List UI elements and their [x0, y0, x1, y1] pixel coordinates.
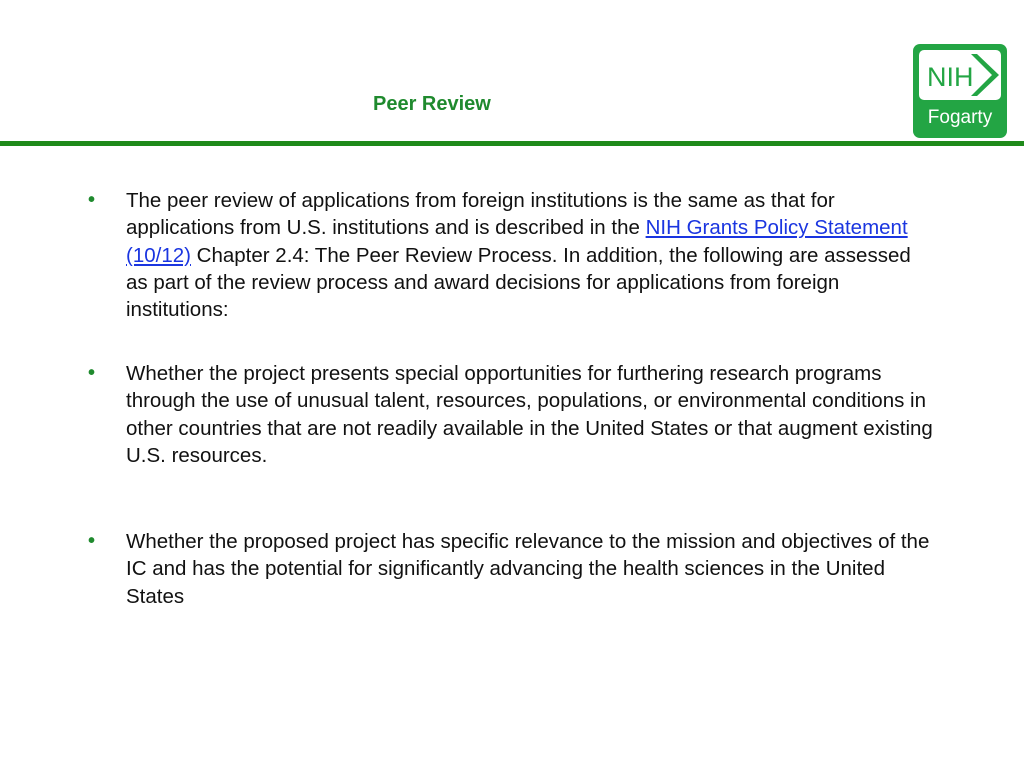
- nih-grants-policy-statement-link[interactable]: NIH Grants Policy Statement (10/12): [126, 216, 908, 267]
- bullet-marker: •: [88, 362, 96, 384]
- nih-logo-text: NIH: [927, 62, 974, 92]
- bullet-text-before-link: The peer review of applications from foreign institutions is the same as that for applications from U.S. institutions and is described in the: [126, 189, 835, 240]
- bullet-text: Whether the proposed project has specific relevance to the mission and objectives of the IC and has the potential for significantly advancing the health sciences in the United States: [126, 530, 930, 608]
- slide-title: Peer Review: [373, 93, 491, 115]
- bullet-text-after-link: Chapter 2.4: The Peer Review Process. In addition, the following are assessed as part of the review process and award decisions for applications from foreign institutions:: [126, 243, 911, 322]
- bullet-marker: •: [88, 530, 96, 552]
- fogarty-logo-text: Fogarty: [927, 107, 993, 128]
- bullet-marker: •: [88, 189, 96, 211]
- bullet-text: Whether the project presents special opportunities for furthering research programs through the use of unusual talent, resources, populations, or environmental conditions in other countries that are not readily available in the United States or that augment existing U.S. resources.: [126, 362, 933, 467]
- bullet-text: [126, 187, 936, 323]
